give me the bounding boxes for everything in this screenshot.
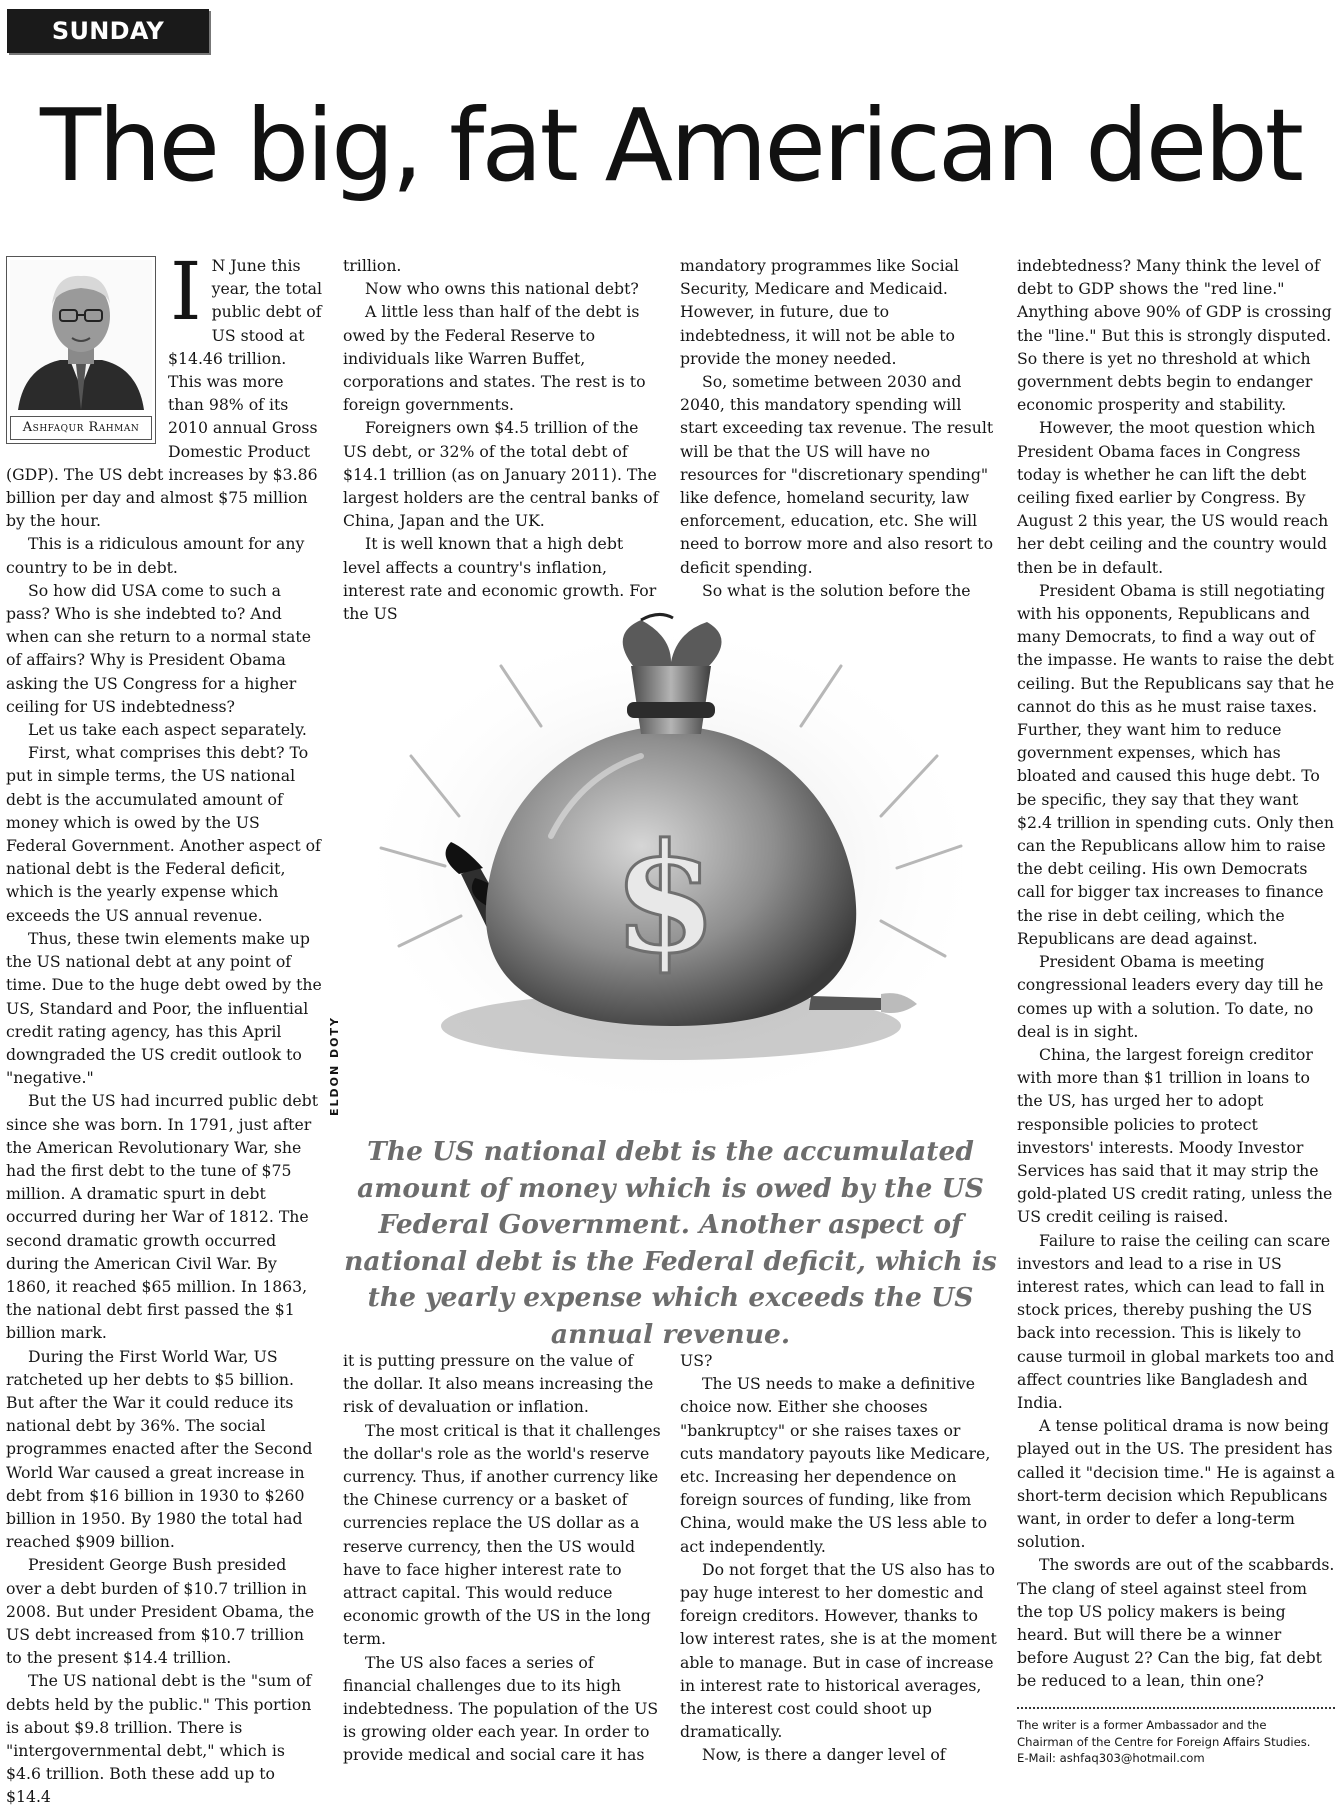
paragraph-continued: trillion.	[343, 256, 402, 275]
drop-cap: I	[170, 245, 202, 338]
paragraph: The US national debt is the "sum of debts held by the public." This portion is about $9.8 trillion. There is "intergovernmental debt," which is $4.6 trillion. Both these add up to $14.4	[6, 1671, 312, 1807]
author-photo	[6, 256, 156, 444]
pull-quote: The US national debt is the accumulated amount of money which is owed by the US Federal Government. Another aspect of national debt is the Federal deficit, which is the yearly expense which exceeds the US annual revenue.	[344, 1136, 997, 1350]
footnote-line: Chairman of the Centre for Foreign Affairs Studies.	[1017, 1734, 1311, 1749]
paragraph: A little less than half of the debt is owed by the Federal Reserve to individuals like Warren Buffet, corporations and states. The rest is to foreign governments.	[343, 302, 646, 415]
section-label: SUNDAY POUCH	[7, 9, 209, 53]
paragraph: Now who owns this national debt?	[365, 279, 639, 299]
author-byline: Ashfaqur Rahman	[10, 416, 152, 440]
divider	[1017, 1707, 1335, 1709]
paragraph-continued: US?	[680, 1351, 713, 1370]
paragraph: The US needs to make a definitive choice now. Either she chooses "bankruptcy" or she raises taxes or cuts mandatory payouts like Medicare, etc. Increasing her dependence on foreign sources of funding, like from China, would make the US less able to act independently.	[680, 1374, 991, 1556]
illustration-credit: ELDON DOTY	[328, 1016, 341, 1116]
paragraph: The US also faces a series of financial challenges due to its high indebtedness. The population of the US is growing older each year. In order to provide medical and social care it has	[343, 1652, 659, 1765]
paragraph: This is a ridiculous amount for any country to be in debt.	[6, 534, 305, 577]
headline: The big, fat American debt	[40, 87, 1301, 204]
paragraph: Now, is there a danger level of	[702, 1745, 946, 1765]
money-bag-image	[341, 606, 1001, 1118]
paragraph: Thus, these twin elements make up the US national debt at any point of time. Due to the huge debt owed by the US, Standard and Poor, the influential credit rating agency, has this April downgraded the US credit outlook to "negative."	[6, 928, 322, 1088]
paragraph: During the First World War, US ratcheted up her debts to $5 billion. But after the War it could reduce its national debt by 36%. The social programmes enacted after the Second World War caused a great increase in debt from $16 billion in 1930 to $260 billion in 1950. By 1980 the total had reached $909 billion.	[6, 1346, 313, 1552]
paragraph-continued: mandatory programmes like Social Security, Medicare and Medicaid. However, in future, due to indebtedness, it will not be able to provide the money needed.	[680, 256, 959, 368]
author-portrait-image	[10, 260, 152, 410]
paragraph-continued: it is putting pressure on the value of the dollar. It also means increasing the risk of devaluation or inflation.	[343, 1351, 654, 1417]
paragraph: It is well known that a high debt level affects a country's inflation, interest rate and economic growth. For the US	[343, 534, 657, 624]
paragraph: President Obama is meeting congressional leaders every day till he comes up with a solution. To date, no deal is in sight.	[1017, 952, 1324, 1041]
footnote-line: The writer is a former Ambassador and the	[1017, 1718, 1267, 1732]
article-column-4	[1017, 254, 1337, 1691]
paragraph: China, the largest foreign creditor with more than $1 trillion in loans to the US, has urged her to adopt responsible policies to protect investors' interests. Moody Investor Services has said that it may strip the gold-plated US credit rating, unless the US credit ceiling is raised.	[1017, 1044, 1333, 1227]
paragraph: So, sometime between 2030 and 2040, this mandatory spending will start exceeding tax revenue. The result will be that the US will have no resources for "discretionary spending" like defence, homeland security, law enforcement, education, etc. She will need to borrow more and also resort to deficit spending.	[680, 372, 994, 577]
paragraph: So how did USA come to such a pass? Who is she indebted to? And when can she return to a normal state of affairs? Why is President Obama asking the US Congress for a higher ceiling for US indebtedness?	[6, 580, 311, 716]
article-column-2-top	[343, 254, 661, 624]
paragraph: Failure to raise the ceiling can scare investors and lead to a rise in US interest rates, which can lead to fall in stock prices, thereby pushing the US back into recession. This is likely to cause turmoil in global markets too and affect countries like Bangladesh and India.	[1017, 1230, 1335, 1412]
dollar-sign: $	[613, 811, 718, 987]
lead-paragraph: N June this year, the total public debt of US stood at $14.46 trillion. This was more than 98% of its 2010 annual Gross Domestic Product (GDP). The US debt increases by $3.86 billion per day and almost $75 million by the hour.	[6, 256, 322, 531]
article-column-2-bottom	[343, 1349, 661, 1782]
article-column-1	[6, 245, 324, 1807]
paragraph: Let us take each aspect separately.	[28, 720, 307, 740]
article-column-3-top	[680, 254, 998, 602]
paragraph: First, what comprises this debt? To put in simple terms, the US national debt is the accumulated amount of money which is owed by the US Federal Government. Another aspect of national debt is the Federal deficit, which is the yearly expense which exceeds the US annual revenue.	[6, 743, 321, 925]
paragraph: Do not forget that the US also has to pay huge interest to her domestic and foreign creditors. However, thanks to low interest rates, she is at the moment able to manage. But in case of increase in interest rate to historical averages, the interest cost could shoot up dramatically.	[680, 1559, 997, 1742]
paragraph: A tense political drama is now being played out in the US. The president has called it "decision time." He is against a short-term decision which Republicans want, in order to defer a long-term solution.	[1017, 1416, 1335, 1552]
money-bag-illustration	[341, 606, 1001, 1118]
author-footnote	[1017, 1717, 1337, 1767]
paragraph: Foreigners own $4.5 trillion of the US debt, or 32% of the total debt of $14.1 trillion (as on January 2011). The largest holders are the central banks of China, Japan and the UK.	[343, 418, 659, 531]
paragraph: So what is the solution before the	[702, 580, 971, 600]
article-column-3-bottom	[680, 1349, 998, 1782]
paragraph: But the US had incurred public debt since she was born. In 1791, just after the American Revolutionary War, she had the first debt to the tune of $75 million. A dramatic spurt in debt occurred during her War of 1812. The second dramatic growth occurred during the American Civil War. By 1860, it reached $65 million. In 1863, the national debt first passed the $1 billion mark.	[6, 1091, 319, 1343]
paragraph: President George Bush presided over a debt burden of $10.7 trillion in 2008. But under President Obama, the US debt increased from $10.7 trillion to the present $14.4 trillion.	[6, 1555, 315, 1668]
footnote-email: E-Mail: ashfaq303@hotmail.com	[1017, 1751, 1205, 1765]
paragraph-continued: indebtedness? Many think the level of debt to GDP shows the "red line." Anything above 90% of GDP is crossing the "line." But this is strongly disputed. So there is yet no threshold at which government debts begin to endanger economic prosperity and stability.	[1017, 256, 1332, 415]
paragraph: President Obama is still negotiating with his opponents, Republicans and many Democrats, to find a way out of the impasse. He wants to raise the debt ceiling. But the Republicans say that he cannot do this as he must raise taxes. Further, they want him to reduce government expenses, which has bloated and caused this huge debt. To be specific, they say that they want $2.4 trillion in spending cuts. Only then can the Republicans allow him to raise the debt ceiling. His own Democrats call for bigger tax increases to finance the rise in debt ceiling, which the Republicans are dead against.	[1017, 580, 1335, 948]
paragraph: However, the moot question which President Obama faces in Congress today is whether he can lift the debt ceiling fixed earlier by Congress. By August 2 this year, the US would reach her debt ceiling and the country would then be in default.	[1017, 418, 1329, 577]
paragraph: The most critical is that it challenges the dollar's role as the world's reserve currency. Thus, if another currency like the Chinese currency or a basket of currencies replace the US dollar as a reserve currency, then the US would have to face higher interest rate to attract capital. This would reduce economic growth of the US in the long term.	[343, 1420, 661, 1649]
paragraph: The swords are out of the scabbards. The clang of steel against steel from the top US policy makers is being heard. But will there be a winner before August 2? Can the big, fat debt be reduced to a lean, thin one?	[1017, 1555, 1335, 1691]
